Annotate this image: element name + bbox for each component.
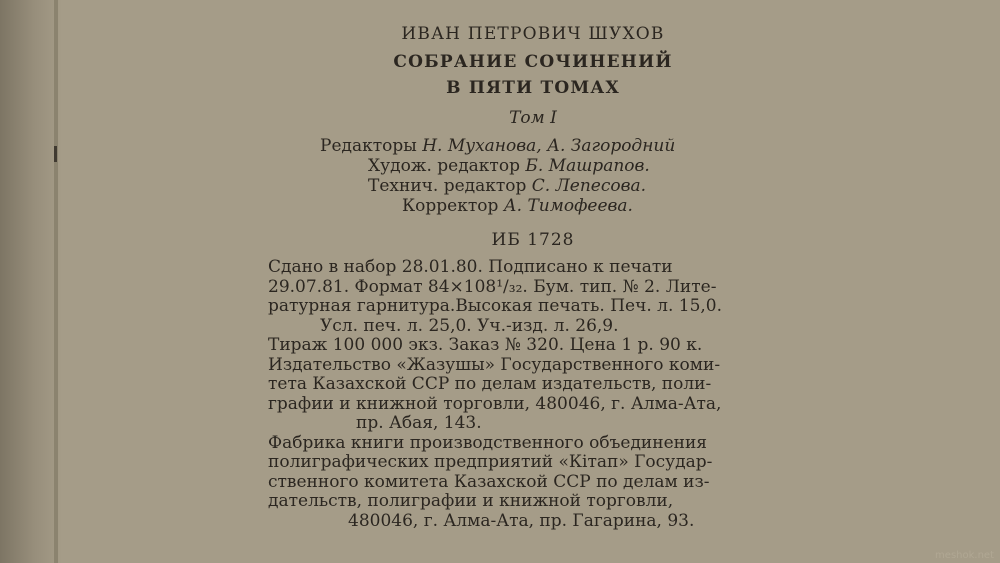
credit-line — [320, 136, 780, 156]
credit-names: Н. Муханова, А. Загородний — [422, 136, 676, 156]
imprint-line: графии и книжной торговли, 480046, г. Алма-Ата, — [268, 393, 722, 414]
imprint-line: тета Казахской ССР по делам издательств, поли- — [268, 374, 712, 394]
author-name: ИВАН ПЕТРОВИЧ ШУХОВ — [401, 24, 665, 44]
ib-number: ИБ 1728 — [491, 230, 575, 250]
imprint-line: 29.07.81. Формат 84×108¹/₃₂. Бум. тип. № 2. Лите- — [268, 276, 717, 297]
imprint-line: ратурная гарнитура.Высокая печать. Печ. л. 15,0. — [268, 296, 723, 316]
credit-line — [320, 176, 780, 196]
imprint-line: пр. Абая, 143. — [356, 413, 482, 433]
imprint-line: Сдано в набор 28.01.80. Подписано к печати — [268, 257, 673, 277]
credit-role: Корректор — [402, 196, 499, 216]
imprint-line: Издательство «Жазушы» Государственного коми- — [268, 354, 721, 375]
credit-names: С. Лепесова. — [531, 176, 647, 196]
title-line-2: В ПЯТИ ТОМАХ — [446, 78, 620, 98]
margin-mark — [54, 146, 57, 162]
credit-names: А. Тимофеева. — [503, 196, 633, 216]
credit-role: Редакторы — [320, 136, 417, 156]
page-edge — [54, 0, 58, 563]
imprint-line: 480046, г. Алма-Ата, пр. Гагарина, 93. — [348, 510, 695, 531]
credit-names: Б. Машрапов. — [525, 156, 650, 176]
credit-role: Худож. редактор — [368, 156, 520, 176]
imprint-line: Тираж 100 000 экз. Заказ № 320. Цена 1 р. 90 к. — [268, 335, 703, 355]
imprint-line: Фабрика книги производственного объединения — [268, 432, 708, 453]
credit-line — [320, 156, 780, 176]
imprint-line: ственного комитета Казахской ССР по делам из- — [268, 471, 710, 492]
imprint-line: дательств, полиграфии и книжной торговли, — [268, 491, 674, 511]
credits-block — [320, 136, 780, 216]
imprint-line: Усл. печ. л. 25,0. Уч.-изд. л. 26,9. — [320, 315, 619, 336]
imprint-block — [268, 258, 803, 531]
credit-line — [320, 196, 780, 216]
page-gutter-shadow — [0, 0, 62, 563]
volume-label: Том I — [509, 108, 557, 128]
credit-role: Технич. редактор — [368, 176, 527, 196]
watermark: meshok.net — [935, 550, 994, 561]
imprint-line: полиграфических предприятий «Кітап» Государ- — [268, 452, 713, 472]
title-line-1: СОБРАНИЕ СОЧИНЕНИЙ — [393, 52, 673, 72]
